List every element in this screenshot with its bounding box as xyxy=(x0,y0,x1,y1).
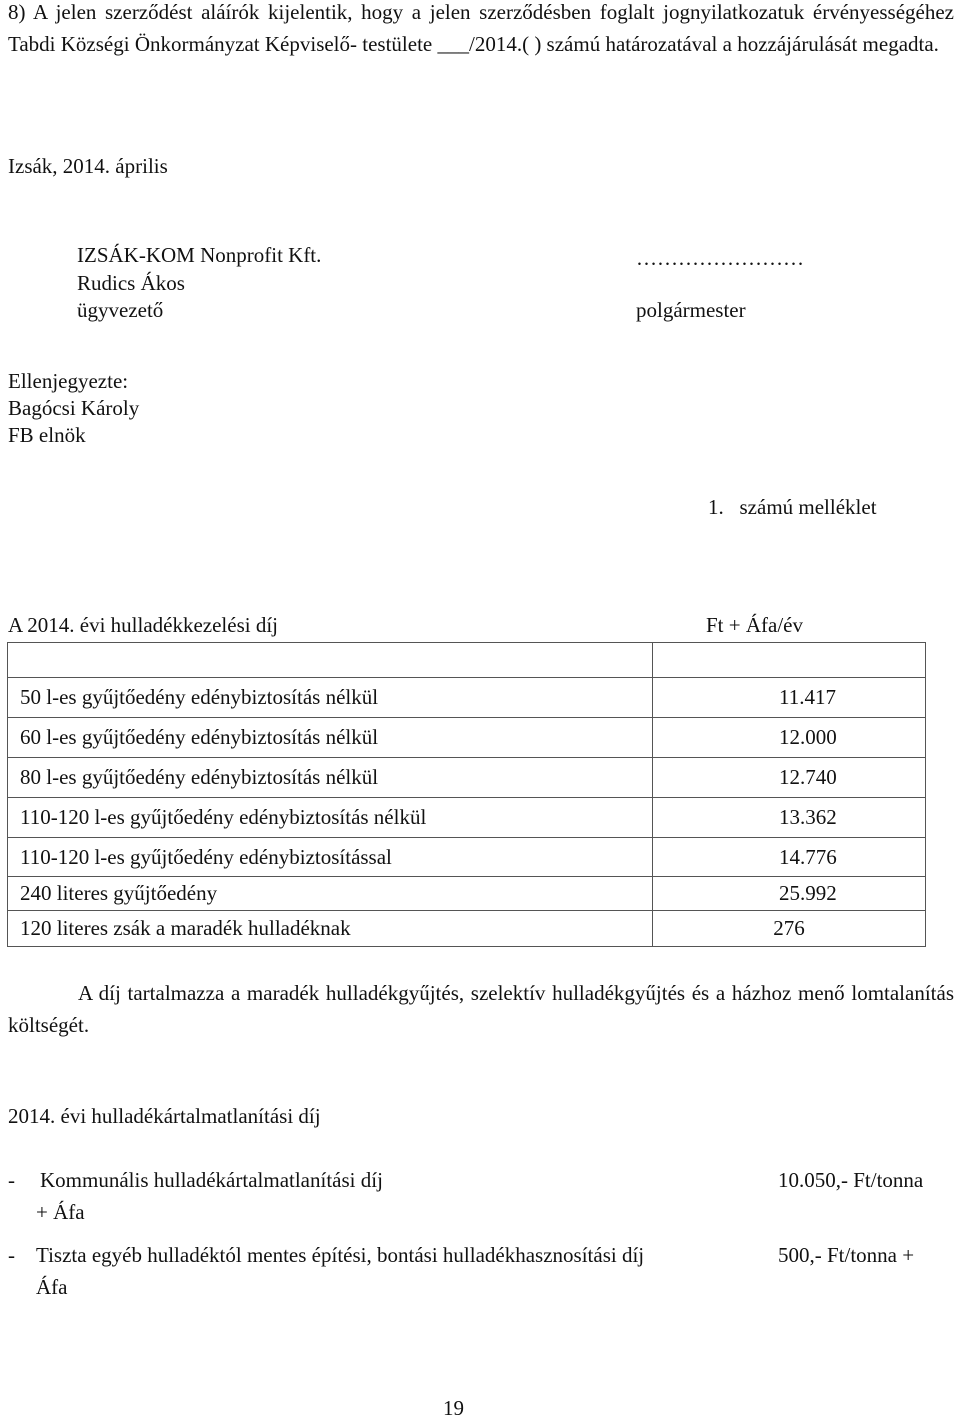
table-cell-item: 50 l-es gyűjtőedény edénybiztosítás nélkül xyxy=(8,678,653,718)
countersign-name: Bagócsi Károly xyxy=(8,396,140,420)
disposal-item-2-text: Tiszta egyéb hulladéktól mentes építési, bontási hulladékhasznosítási díj xyxy=(36,1243,645,1267)
table-cell-item: 240 literes gyűjtőedény xyxy=(8,877,653,911)
section-8-paragraph xyxy=(8,0,954,60)
table-cell-item: 110-120 l-es gyűjtőedény edénybiztosítással xyxy=(8,838,653,877)
table-row xyxy=(8,758,926,798)
table-row xyxy=(8,678,926,718)
table-cell-item: 120 literes zsák a maradék hulladéknak xyxy=(8,911,653,947)
table-cell-item: 80 l-es gyűjtőedény edénybiztosítás nélkül xyxy=(8,758,653,798)
signature-left-org: IZSÁK-KOM Nonprofit Kft. xyxy=(77,243,322,267)
table-cell-amount: 14.776 xyxy=(653,838,926,877)
table-cell-item: 60 l-es gyűjtőedény edénybiztosítás nélkül xyxy=(8,718,653,758)
table-cell-item: 110-120 l-es gyűjtőedény edénybiztosítás nélkül xyxy=(8,798,653,838)
table-cell-amount: 11.417 xyxy=(653,678,926,718)
signature-left-name: Rudics Ákos xyxy=(77,271,185,295)
fee-table xyxy=(7,642,926,947)
table-cell-amount: 12.000 xyxy=(653,718,926,758)
table-row xyxy=(8,718,926,758)
annex-title: 1. számú melléklet xyxy=(708,495,877,519)
table-row xyxy=(8,643,926,678)
countersign-label: Ellenjegyezte: xyxy=(8,369,129,393)
place-date: Izsák, 2014. április xyxy=(8,154,168,178)
table-row xyxy=(8,877,926,911)
fee-note: A díj tartalmazza a maradék hulladékgyűjtés, szelektív hulladékgyűjtés és a házhoz menő lomtalanítás költségét. xyxy=(8,981,954,1037)
page-number: 19 xyxy=(443,1396,464,1420)
disposal-title: 2014. évi hulladékártalmatlanítási díj xyxy=(8,1104,321,1128)
table-row xyxy=(8,911,926,947)
table-row xyxy=(8,838,926,877)
disposal-item-1-cont: + Áfa xyxy=(36,1200,85,1224)
disposal-item-1-dash: - xyxy=(8,1168,15,1192)
disposal-item-2-price: 500,- Ft/tonna + xyxy=(778,1243,915,1267)
fee-header-left: A 2014. évi hulladékkezelési díj xyxy=(8,613,279,637)
countersign-title: FB elnök xyxy=(8,423,86,447)
table-cell-amount: 25.992 xyxy=(653,877,926,911)
disposal-item-1-text: Kommunális hulladékártalmatlanítási díj xyxy=(40,1168,383,1192)
table-row xyxy=(8,798,926,838)
signature-right-dots: …………………… xyxy=(636,246,804,270)
section-8-text: 8) A jelen szerződést aláírók kijelentik, hogy a jelen szerződésben foglalt jognyilatkozatuk érvényességéhez Tabdi Községi Önkormányzat Képviselő- testülete ___/2014.( ) számú határozatával a hozzájárulását megadta. xyxy=(8,0,954,56)
signature-right-title: polgármester xyxy=(636,298,746,322)
table-cell-amount: 12.740 xyxy=(653,758,926,798)
disposal-item-2-dash: - xyxy=(8,1243,15,1267)
signature-left-title: ügyvezető xyxy=(77,298,164,322)
disposal-item-2-cont: Áfa xyxy=(36,1275,68,1299)
table-cell-amount: 276 xyxy=(653,911,926,947)
fee-header-right: Ft + Áfa/év xyxy=(706,613,803,637)
table-cell-amount xyxy=(653,643,926,678)
disposal-item-1-price: 10.050,- Ft/tonna xyxy=(778,1168,924,1192)
table-cell-item xyxy=(8,643,653,678)
table-cell-amount: 13.362 xyxy=(653,798,926,838)
